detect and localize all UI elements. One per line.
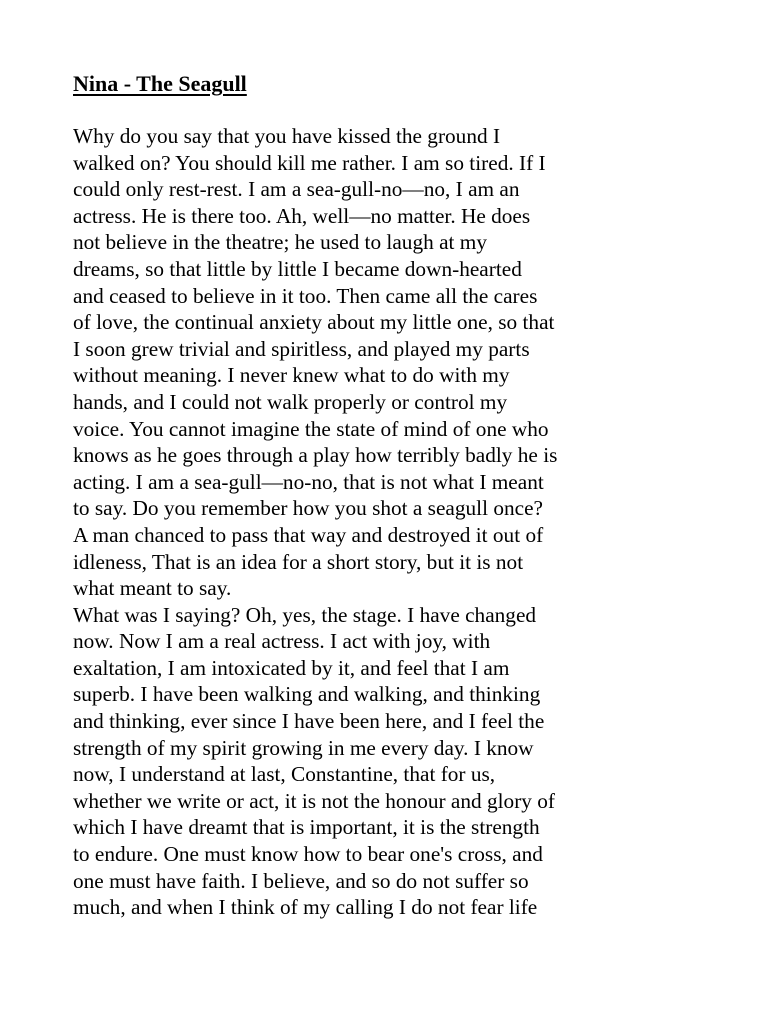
text-line: I soon grew trivial and spiritless, and played my parts <box>73 336 530 361</box>
text-line: without meaning. I never knew what to do with my <box>73 363 510 388</box>
text-line: much, and when I think of my calling I do not fear life <box>73 895 538 920</box>
document-title: Nina - The Seagull <box>73 71 247 96</box>
text-line: voice. You cannot imagine the state of mind of one who <box>73 416 549 441</box>
text-line: walked on? You should kill me rather. I am so tired. If I <box>73 150 546 175</box>
text-line: dreams, so that little by little I became down-hearted <box>73 256 522 281</box>
text-line: which I have dreamt that is important, it is the strength <box>73 815 540 840</box>
text-line: exaltation, I am intoxicated by it, and feel that I am <box>73 655 510 680</box>
text-line: to endure. One must know how to bear one's cross, and <box>73 842 543 867</box>
paragraph-1 <box>73 123 653 602</box>
text-line: could only rest-rest. I am a sea-gull-no—no, I am an <box>73 177 520 202</box>
text-line: now, I understand at last, Constantine, that for us, <box>73 762 496 787</box>
text-line: what meant to say. <box>73 576 232 601</box>
text-line: not believe in the theatre; he used to laugh at my <box>73 230 487 255</box>
text-line: and thinking, ever since I have been here, and I feel the <box>73 709 545 734</box>
text-line: idleness, That is an idea for a short story, but it is not <box>73 549 524 574</box>
text-line: to say. Do you remember how you shot a seagull once? <box>73 496 543 521</box>
text-line: actress. He is there too. Ah, well—no matter. He does <box>73 203 531 228</box>
text-line: now. Now I am a real actress. I act with joy, with <box>73 629 491 654</box>
text-line: What was I saying? Oh, yes, the stage. I have changed <box>73 602 537 627</box>
text-line: of love, the continual anxiety about my little one, so that <box>73 310 555 335</box>
text-line: strength of my spirit growing in me every day. I know <box>73 735 534 760</box>
text-line: hands, and I could not walk properly or control my <box>73 389 508 414</box>
text-line: knows as he goes through a play how terribly badly he is <box>73 443 558 468</box>
text-line: superb. I have been walking and walking, and thinking <box>73 682 541 707</box>
text-line: whether we write or act, it is not the honour and glory of <box>73 788 556 813</box>
text-line: one must have faith. I believe, and so do not suffer so <box>73 868 529 893</box>
text-line: A man chanced to pass that way and destroyed it out of <box>73 522 544 547</box>
text-line: and ceased to believe in it too. Then came all the cares <box>73 283 538 308</box>
document-page <box>73 70 653 921</box>
paragraph-2 <box>73 602 653 921</box>
text-line: acting. I am a sea-gull—no-no, that is not what I meant <box>73 469 544 494</box>
text-line: Why do you say that you have kissed the ground I <box>73 124 501 148</box>
